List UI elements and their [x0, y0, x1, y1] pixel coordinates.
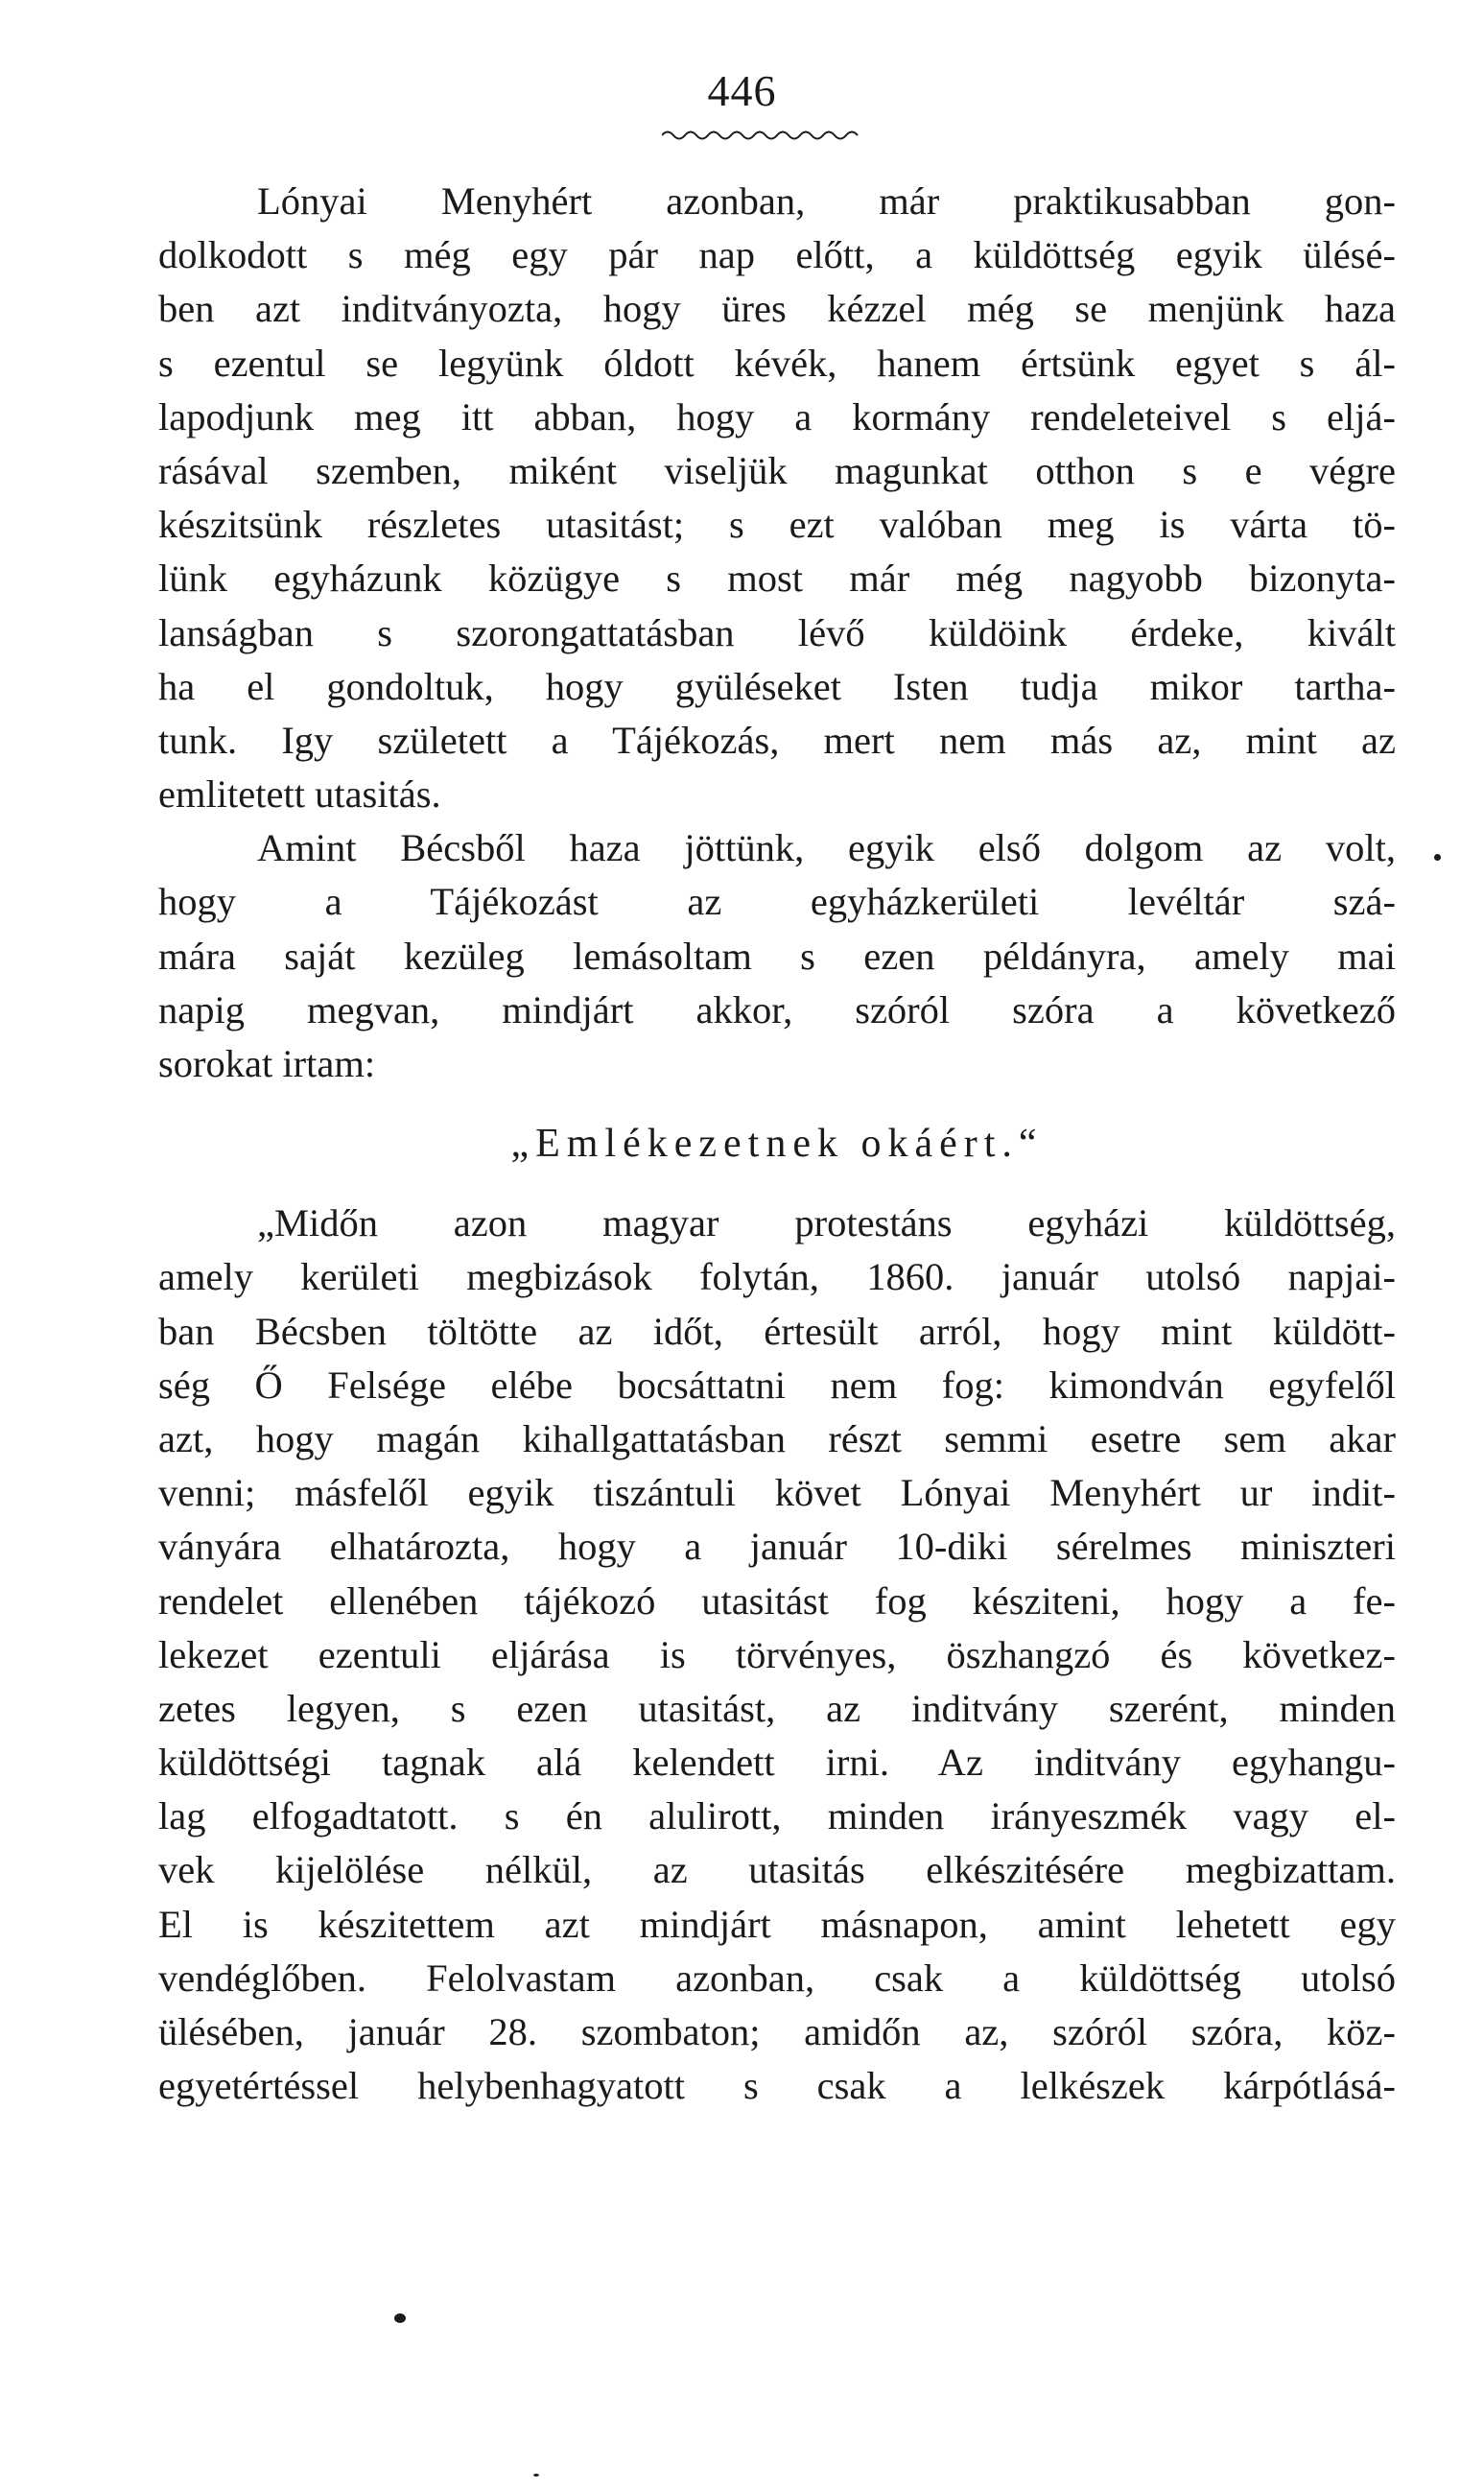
text-line: ban Bécsben töltötte az időt, értesült arról, hogy mint küldött- — [158, 1309, 1396, 1353]
text-line: Lónyai Menyhért azonban, már praktikusabban gon- — [257, 179, 1396, 223]
text-line: lapodjunk meg itt abban, hogy a kormány rendeleteivel s eljá- — [158, 394, 1396, 439]
text-line: Amint Bécsből haza jöttünk, egyik első dolgom az volt, — [257, 826, 1396, 870]
text-line: emlitetett utasitás. — [158, 772, 441, 817]
quoted-note — [158, 1197, 1396, 2113]
text-line: küldöttségi tagnak alá kelendett irni. Az inditvány egyhangu- — [158, 1741, 1396, 1785]
text-line: hogy a Tájékozást az egyházkerületi levéltár szá- — [158, 880, 1396, 924]
text-line: lag elfogadtatott. s én alulirott, minden irányeszmék vagy el- — [158, 1794, 1396, 1838]
ink-speck-decoration — [1434, 854, 1441, 861]
page-number: 446 — [707, 66, 777, 115]
text-line: egyetértéssel helybenhagyatott s csak a lelkészek kárpótlásá- — [158, 2064, 1396, 2108]
paragraph-lonyai-proposal — [158, 175, 1396, 821]
text-line: mára saját kezüleg lemásoltam s ezen példányra, amely mai — [158, 934, 1396, 978]
text-line: lekezet ezentuli eljárása is törvényes, öszhangzó és következ- — [158, 1632, 1396, 1676]
text-line: tunk. Igy született a Tájékozás, mert nem más az, mint az — [158, 718, 1396, 762]
text-line: azt, hogy magán kihallgattatásban részt semmi esetre sem akar — [158, 1416, 1396, 1460]
text-line: lanságban s szorongattatásban lévő küldöink érdeke, kivált — [158, 610, 1396, 654]
text-line: ülésében, január 28. szombaton; amidőn az, szóról szóra, köz- — [158, 2010, 1396, 2053]
text-line: rendelet ellenében tájékozó utasitást fog késziteni, hogy a fe- — [158, 1578, 1396, 1623]
text-line: rásával szemben, miként viseljük magunkat otthon s e végre — [158, 448, 1396, 492]
text-line: El is készitettem azt mindjárt másnapon, amint lehetett egy — [158, 1902, 1396, 1946]
text-line: vendéglőben. Felolvastam azonban, csak a küldöttség utolsó — [158, 1956, 1396, 2000]
text-line: ha el gondoltuk, hogy gyüléseket Isten tudja mikor tartha- — [158, 664, 1396, 708]
ink-speck-decoration — [533, 2474, 539, 2477]
text-line: zetes legyen, s ezen utasitást, az inditvány szerént, minden — [158, 1686, 1396, 1730]
section-heading: „Emlékezetnek okáért.“ — [510, 1122, 1044, 1167]
text-line: amely kerületi megbizások folytán, 1860. január utolsó napjai- — [158, 1255, 1396, 1299]
text-line: s ezentul se legyünk óldott kévék, hanem értsünk egyet s ál- — [158, 341, 1396, 385]
wavy-rule-ornament — [662, 127, 863, 144]
text-line: napig megvan, mindjárt akkor, szóról szóra a következő — [158, 987, 1396, 1031]
text-line: vek kijelölése nélkül, az utasitás elkészitésére megbizattam. — [158, 1848, 1396, 1892]
text-line: dolkodott s még egy pár nap előtt, a küldöttség egyik ülésé- — [158, 233, 1396, 277]
text-line: venni; másfelől egyik tiszántuli követ Lónyai Menyhért ur indit- — [158, 1471, 1396, 1515]
text-line: lünk egyházunk közügye s most már még nagyobb bizonyta- — [158, 557, 1396, 601]
text-line: sorokat irtam: — [158, 1042, 376, 1085]
text-line: ség Ő Felsége elébe bocsáttatni nem fog: kimondván egyfelől — [158, 1363, 1396, 1407]
ink-speck-decoration — [394, 2313, 406, 2323]
paragraph-copy-note — [158, 821, 1396, 1091]
page-body — [158, 175, 1396, 2113]
text-line: ben azt inditványozta, hogy üres kézzel még se menjünk haza — [158, 287, 1396, 331]
text-line: ványára elhatározta, hogy a január 10-diki sérelmes miniszteri — [158, 1525, 1396, 1569]
text-line: készitsünk részletes utasitást; s ezt valóban meg is várta tö- — [158, 503, 1396, 547]
text-line: „Midőn azon magyar protestáns egyházi küldöttség, — [257, 1201, 1396, 1245]
